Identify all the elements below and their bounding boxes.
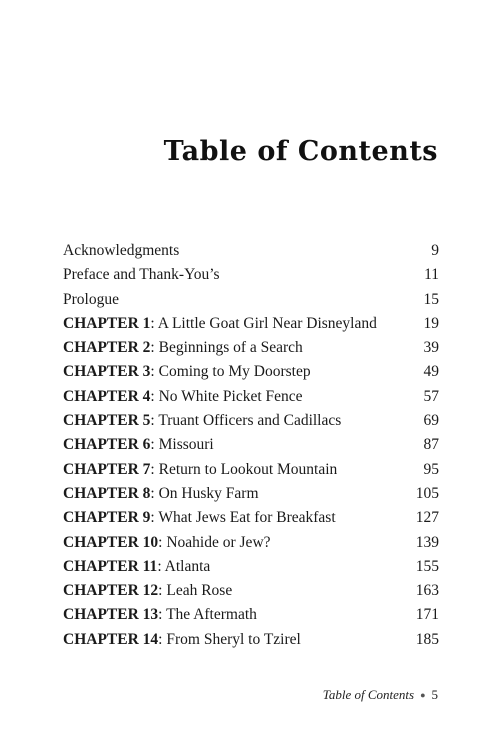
toc-entry-title	[63, 628, 301, 652]
footer-section-title: Table of Contents	[322, 687, 415, 702]
chapter-label: CHAPTER 8	[63, 484, 151, 502]
chapter-separator: :	[150, 387, 159, 405]
chapter-separator: :	[157, 557, 165, 575]
toc-page-number: 155	[415, 557, 439, 575]
chapter-label: CHAPTER 5	[63, 412, 151, 430]
toc-entry-title	[63, 603, 257, 627]
toc-entry-text: What Jews Eat for Breakfast	[158, 509, 336, 527]
toc-entry-text: Atlanta	[164, 557, 211, 575]
page-title: Table of Contents	[163, 136, 438, 167]
chapter-label: CHAPTER 13	[63, 606, 159, 624]
toc-entry-text: Prologue	[63, 290, 119, 308]
toc-entry-text: On Husky Farm	[158, 484, 259, 502]
chapter-separator: :	[158, 582, 167, 600]
chapter-label: CHAPTER 12	[63, 582, 159, 600]
toc-entry	[63, 482, 439, 506]
toc-entry-text: A Little Goat Girl Near Disneyland	[157, 314, 377, 332]
toc-entry-text: Coming to My Doorstep	[158, 363, 311, 381]
toc-page-number: 9	[431, 242, 439, 259]
toc-entry-text: No White Picket Fence	[158, 387, 303, 405]
chapter-label: CHAPTER 6	[63, 436, 151, 454]
toc-entry-title	[63, 506, 336, 530]
toc-entry-text: The Aftermath	[166, 606, 257, 624]
toc-entry-title	[63, 409, 341, 433]
chapter-label: CHAPTER 4	[63, 387, 151, 405]
toc-entry-title	[63, 531, 271, 555]
chapter-separator: :	[158, 533, 167, 551]
chapter-separator: :	[150, 314, 158, 332]
page-footer	[323, 687, 438, 703]
toc-page-number: 69	[423, 412, 439, 430]
footer-bullet-icon: ●	[420, 690, 426, 700]
toc-page-number: 15	[423, 290, 439, 308]
toc-entry	[63, 239, 439, 263]
chapter-label: CHAPTER 9	[63, 509, 151, 527]
chapter-separator: :	[150, 339, 159, 357]
chapter-separator: :	[158, 630, 167, 648]
footer-page-number: 5	[431, 687, 438, 702]
chapter-separator: :	[150, 436, 159, 454]
toc-entry-title	[63, 458, 337, 482]
toc-entry	[63, 458, 439, 482]
toc-entry-text: Return to Lookout Mountain	[158, 460, 338, 478]
toc-page-number: 87	[423, 436, 439, 454]
chapter-label: CHAPTER 2	[63, 339, 151, 357]
toc-entry	[63, 288, 439, 312]
toc-entry-title	[63, 482, 259, 506]
toc-entry	[63, 433, 439, 457]
toc-page-number: 11	[424, 266, 439, 284]
toc-entry-title	[63, 288, 119, 312]
toc-entry	[63, 360, 439, 384]
toc-entry-text: From Sheryl to Tzirel	[166, 630, 301, 648]
toc-entry-title	[63, 385, 303, 409]
chapter-separator: :	[158, 606, 167, 624]
chapter-separator: :	[150, 460, 159, 478]
toc-page-number: 163	[415, 582, 439, 600]
chapter-separator: :	[150, 363, 159, 381]
chapter-label: CHAPTER 3	[63, 363, 151, 381]
toc-entry	[63, 263, 439, 287]
toc-entry-title	[63, 579, 232, 603]
toc-page-number: 49	[423, 363, 439, 381]
toc-page-number: 105	[415, 484, 439, 502]
toc-entry-title	[63, 263, 220, 287]
toc-entry-text: Preface and Thank-You’s	[63, 266, 220, 284]
toc-entry-title	[63, 336, 303, 360]
chapter-label: CHAPTER 1	[63, 314, 151, 332]
toc-page-number: 171	[415, 606, 439, 624]
toc-entry-text: Acknowledgments	[63, 242, 180, 259]
chapter-separator: :	[150, 509, 159, 527]
toc-entry-title	[63, 239, 179, 263]
chapter-label: CHAPTER 11	[63, 557, 158, 575]
chapter-separator: :	[150, 484, 159, 502]
toc-entry-text: Leah Rose	[166, 582, 233, 600]
chapter-label: CHAPTER 14	[63, 630, 159, 648]
toc-entry-text: Beginnings of a Search	[158, 339, 303, 357]
toc-entry-title	[63, 360, 311, 384]
toc-entry	[63, 312, 439, 336]
toc-entry	[63, 336, 439, 360]
toc-page-number: 185	[415, 630, 439, 648]
toc-entry	[63, 385, 439, 409]
toc-entry-title	[63, 433, 214, 457]
toc-entry	[63, 531, 439, 555]
toc-entry-text: Missouri	[158, 436, 214, 454]
toc-entry-title	[63, 555, 210, 579]
toc-entry-text: Truant Officers and Cadillacs	[158, 412, 342, 430]
toc-list	[63, 239, 439, 652]
toc-entry	[63, 506, 439, 530]
toc-entry-title	[63, 312, 377, 336]
toc-page-number: 39	[423, 339, 439, 357]
toc-page-number: 127	[415, 509, 439, 527]
chapter-separator: :	[150, 412, 159, 430]
toc-entry-text: Noahide or Jew?	[166, 533, 271, 551]
chapter-label: CHAPTER 7	[63, 460, 151, 478]
toc-entry	[63, 603, 439, 627]
toc-page-number: 19	[423, 314, 439, 332]
chapter-label: CHAPTER 10	[63, 533, 159, 551]
toc-entry	[63, 555, 439, 579]
toc-entry	[63, 579, 439, 603]
toc-page-number: 95	[423, 460, 439, 478]
toc-entry	[63, 409, 439, 433]
toc-entry	[63, 628, 439, 652]
toc-page-number: 139	[415, 533, 439, 551]
toc-page-number: 57	[423, 387, 439, 405]
